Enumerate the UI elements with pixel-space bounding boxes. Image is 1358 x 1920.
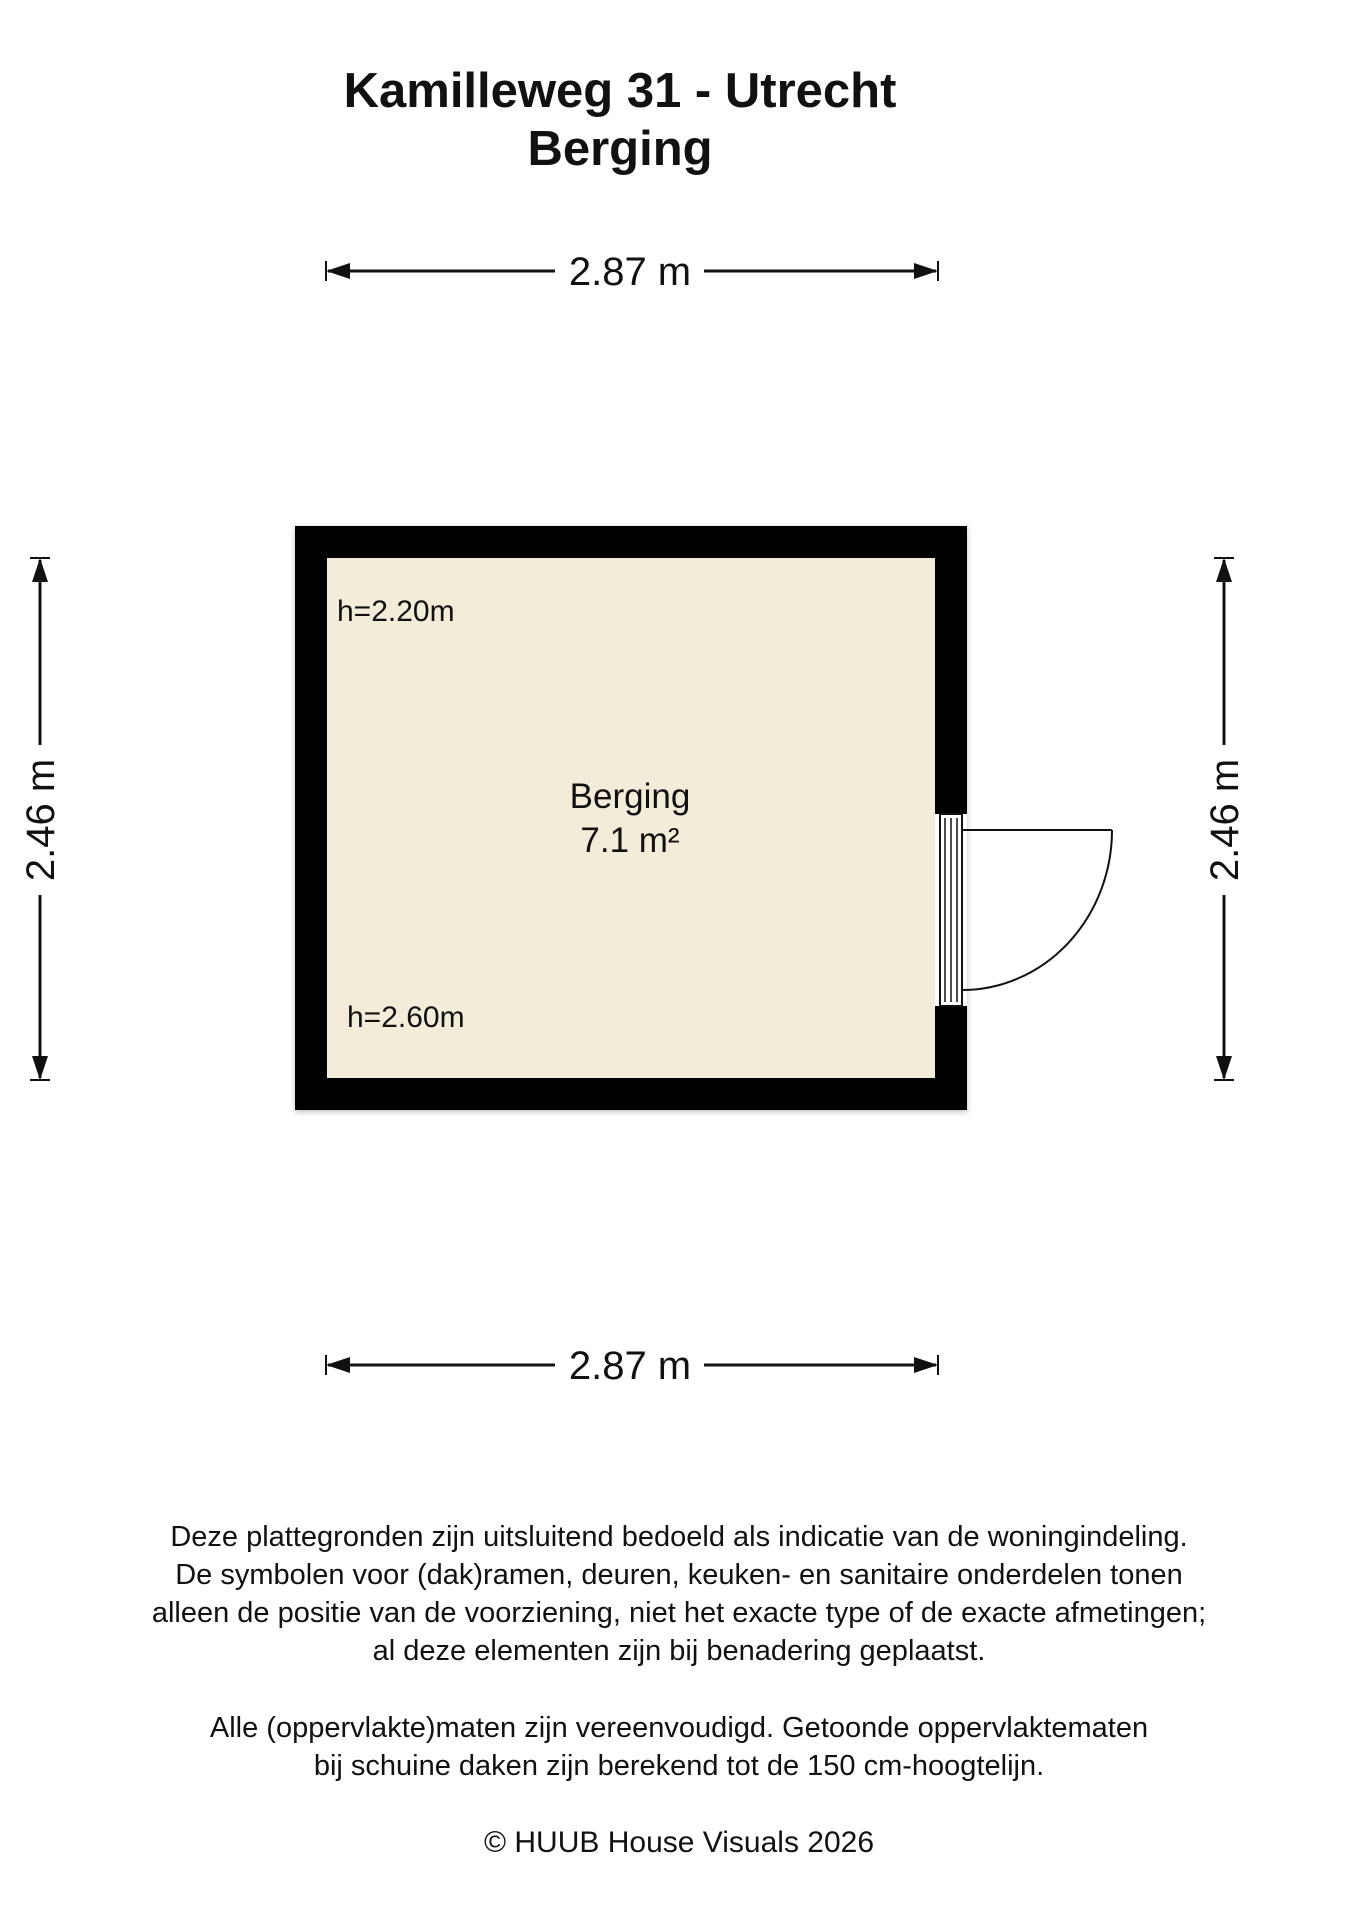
arrow-down-icon <box>32 1056 48 1080</box>
dimension-left-depth <box>19 558 63 1080</box>
dimension-label-bottom: 2.87 m <box>568 1344 692 1388</box>
arrow-up-icon <box>32 558 48 582</box>
arrow-left-icon <box>326 263 350 279</box>
disclaimer-line: alleen de positie van de voorziening, niet het exacte type of de exacte afmetingen; <box>151 1597 1207 1629</box>
ceiling-height-bottom: h=2.60m <box>347 1001 465 1034</box>
door <box>935 814 1112 1006</box>
disclaimer-line: bij schuine daken zijn berekend tot de 150 cm-hoogtelijn. <box>313 1750 1045 1782</box>
arrow-left-icon <box>326 1357 350 1373</box>
disclaimer-paragraph-1 <box>0 1518 1358 1670</box>
disclaimer-paragraph-2 <box>0 1709 1358 1785</box>
disclaimer-line: Deze plattegronden zijn uitsluitend bedoeld als indicatie van de woningindeling. <box>170 1521 1188 1553</box>
arrow-down-icon <box>1216 1056 1232 1080</box>
arrow-right-icon <box>914 1357 938 1373</box>
dimension-top-width <box>326 250 938 294</box>
ceiling-height-top: h=2.20m <box>337 595 455 628</box>
arrow-up-icon <box>1216 558 1232 582</box>
dimension-bottom-width <box>326 1344 938 1388</box>
disclaimer-line: al deze elementen zijn bij benadering geplaatst. <box>372 1635 986 1667</box>
dimension-label-left: 2.46 m <box>19 758 63 882</box>
room-area: 7.1 m² <box>580 821 680 860</box>
page-title-address: Kamilleweg 31 - Utrecht <box>343 64 897 118</box>
disclaimer-line: Alle (oppervlakte)maten zijn vereenvoudigd. Getoonde oppervlaktematen <box>209 1712 1149 1744</box>
door-swing-arc <box>962 830 1112 990</box>
arrow-right-icon <box>914 263 938 279</box>
dimension-label-right: 2.46 m <box>1203 758 1247 882</box>
page-title-floor: Berging <box>527 122 713 176</box>
copyright-notice: © HUUB House Visuals 2026 <box>483 1826 875 1859</box>
room-name: Berging <box>569 777 691 816</box>
disclaimer-line: De symbolen voor (dak)ramen, deuren, keuken- en sanitaire onderdelen tonen <box>175 1559 1183 1591</box>
room-floor <box>327 558 935 1078</box>
dimension-label-top: 2.87 m <box>568 250 692 294</box>
dimension-right-depth <box>1203 558 1247 1080</box>
